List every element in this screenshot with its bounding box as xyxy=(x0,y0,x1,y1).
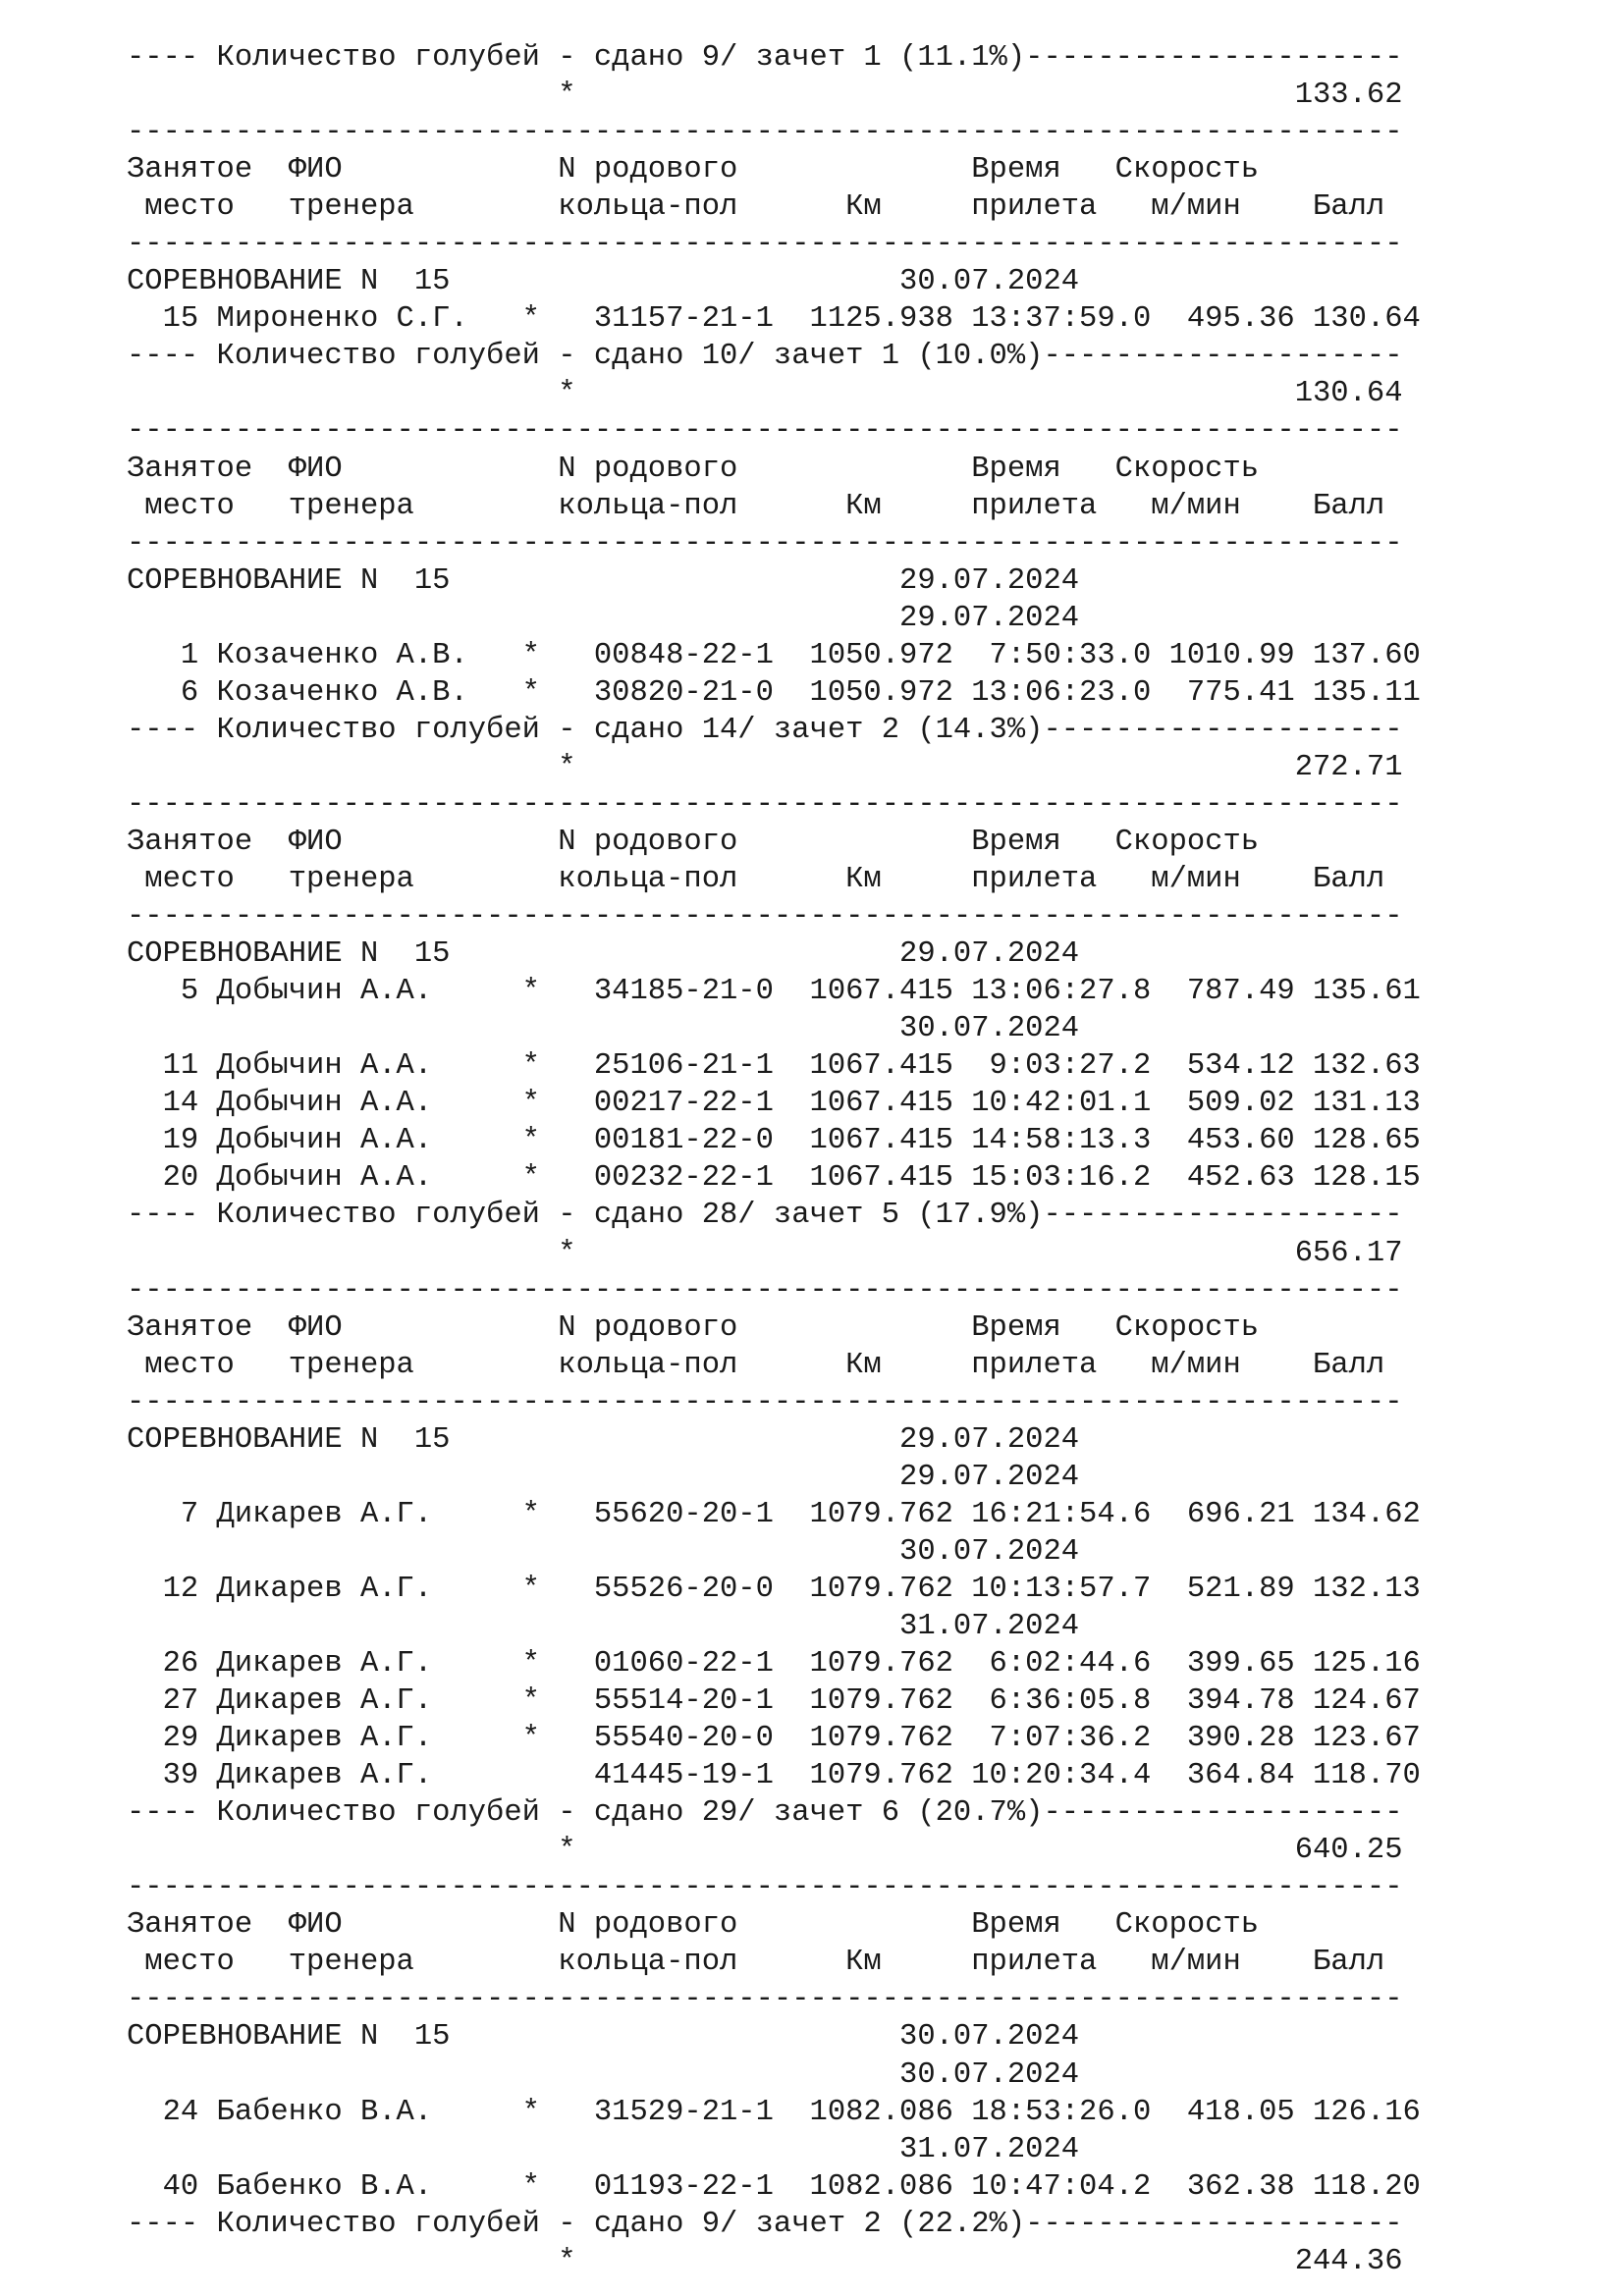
divider-line: ----------------------------------------------------------------------- xyxy=(127,787,1403,822)
result-row: 1 Козаченко А.В. * 00848-22-1 1050.972 7:50:33.0 1010.99 137.60 xyxy=(127,638,1421,672)
column-header: Занятое ФИО N родового Время Скорость xyxy=(127,1310,1260,1345)
result-row: 14 Добычин А.А. * 00217-22-1 1067.415 10:42:01.1 509.02 131.13 xyxy=(127,1087,1421,1121)
date-line: 29.07.2024 xyxy=(127,601,1080,635)
divider-line: ----------------------------------------------------------------------- xyxy=(127,1273,1403,1308)
divider-line: ----------------------------------------------------------------------- xyxy=(127,414,1403,449)
result-row: 12 Дикарев А.Г. * 55526-20-0 1079.762 10:13:57.7 521.89 132.13 xyxy=(127,1572,1421,1606)
score-total: * 244.36 xyxy=(127,2244,1403,2278)
divider-line: ----------------------------------------------------------------------- xyxy=(127,228,1403,262)
result-row: 7 Дикарев А.Г. * 55620-20-1 1079.762 16:21:54.6 696.21 134.62 xyxy=(127,1497,1421,1531)
divider-line: ----------------------------------------------------------------------- xyxy=(127,116,1403,150)
column-header: место тренера кольца-пол Км прилета м/мин Балл xyxy=(127,190,1385,225)
result-row: 15 Мироненко С.Г. * 31157-21-1 1125.938 13:37:59.0 495.36 130.64 xyxy=(127,302,1421,337)
competition-heading: СОРЕВНОВАНИЕ N 15 30.07.2024 xyxy=(127,2020,1080,2055)
column-header: Занятое ФИО N родового Время Скорость xyxy=(127,825,1260,859)
divider-line: ----------------------------------------------------------------------- xyxy=(127,900,1403,934)
pigeon-count-summary: ---- Количество голубей - сдано 14/ зачет 2 (14.3%)-------------------- xyxy=(127,713,1403,747)
divider-line: ----------------------------------------------------------------------- xyxy=(127,526,1403,561)
column-header: место тренера кольца-пол Км прилета м/мин Балл xyxy=(127,1946,1385,1980)
date-line: 30.07.2024 xyxy=(127,1012,1080,1046)
score-total: * 130.64 xyxy=(127,377,1403,411)
column-header: Занятое ФИО N родового Время Скорость xyxy=(127,452,1260,486)
pigeon-count-summary: ---- Количество голубей - сдано 9/ зачет 2 (22.2%)--------------------- xyxy=(127,2207,1403,2241)
result-row: 20 Добычин А.А. * 00232-22-1 1067.415 15:03:16.2 452.63 128.15 xyxy=(127,1161,1421,1196)
pigeon-count-summary: ---- Количество голубей - сдано 29/ зачет 6 (20.7%)-------------------- xyxy=(127,1796,1403,1831)
pigeon-count-summary: ---- Количество голубей - сдано 10/ зачет 1 (10.0%)-------------------- xyxy=(127,340,1403,374)
divider-line: ----------------------------------------------------------------------- xyxy=(127,1983,1403,2017)
result-row: 29 Дикарев А.Г. * 55540-20-0 1079.762 7:07:36.2 390.28 123.67 xyxy=(127,1722,1421,1756)
score-total: * 640.25 xyxy=(127,1834,1403,1868)
score-total: * 133.62 xyxy=(127,79,1403,113)
competition-heading: СОРЕВНОВАНИЕ N 15 30.07.2024 xyxy=(127,265,1080,299)
result-row: 26 Дикарев А.Г. * 01060-22-1 1079.762 6:02:44.6 399.65 125.16 xyxy=(127,1647,1421,1682)
score-total: * 272.71 xyxy=(127,750,1403,784)
date-line: 31.07.2024 xyxy=(127,1609,1080,1643)
date-line: 31.07.2024 xyxy=(127,2132,1080,2166)
results-report xyxy=(127,39,1421,2280)
result-row: 11 Добычин А.А. * 25106-21-1 1067.415 9:03:27.2 534.12 132.63 xyxy=(127,1049,1421,1084)
pigeon-count-summary: ---- Количество голубей - сдано 28/ зачет 5 (17.9%)-------------------- xyxy=(127,1199,1403,1233)
competition-heading: СОРЕВНОВАНИЕ N 15 29.07.2024 xyxy=(127,937,1080,972)
result-row: 27 Дикарев А.Г. * 55514-20-1 1079.762 6:36:05.8 394.78 124.67 xyxy=(127,1684,1421,1719)
result-row: 39 Дикарев А.Г. 41445-19-1 1079.762 10:20:34.4 364.84 118.70 xyxy=(127,1759,1421,1793)
result-row: 24 Бабенко В.А. * 31529-21-1 1082.086 18:53:26.0 418.05 126.16 xyxy=(127,2095,1421,2129)
pigeon-count-summary: ---- Количество голубей - сдано 9/ зачет 1 (11.1%)--------------------- xyxy=(127,41,1403,75)
column-header: Занятое ФИО N родового Время Скорость xyxy=(127,153,1260,187)
date-line: 30.07.2024 xyxy=(127,1534,1080,1569)
column-header: место тренера кольца-пол Км прилета м/мин Балл xyxy=(127,863,1385,897)
result-row: 5 Добычин А.А. * 34185-21-0 1067.415 13:06:27.8 787.49 135.61 xyxy=(127,975,1421,1009)
competition-heading: СОРЕВНОВАНИЕ N 15 29.07.2024 xyxy=(127,563,1080,598)
score-total: * 656.17 xyxy=(127,1236,1403,1270)
divider-line: ----------------------------------------------------------------------- xyxy=(127,1871,1403,1905)
column-header: место тренера кольца-пол Км прилета м/мин Балл xyxy=(127,1348,1385,1382)
column-header: место тренера кольца-пол Км прилета м/мин Балл xyxy=(127,489,1385,523)
divider-line: ----------------------------------------------------------------------- xyxy=(127,1385,1403,1419)
date-line: 30.07.2024 xyxy=(127,2057,1080,2092)
result-row: 19 Добычин А.А. * 00181-22-0 1067.415 14:58:13.3 453.60 128.65 xyxy=(127,1124,1421,1158)
result-row: 40 Бабенко В.А. * 01193-22-1 1082.086 10:47:04.2 362.38 118.20 xyxy=(127,2169,1421,2204)
competition-heading: СОРЕВНОВАНИЕ N 15 29.07.2024 xyxy=(127,1422,1080,1457)
column-header: Занятое ФИО N родового Время Скорость xyxy=(127,1908,1260,1943)
date-line: 29.07.2024 xyxy=(127,1460,1080,1494)
result-row: 6 Козаченко А.В. * 30820-21-0 1050.972 13:06:23.0 775.41 135.11 xyxy=(127,675,1421,710)
